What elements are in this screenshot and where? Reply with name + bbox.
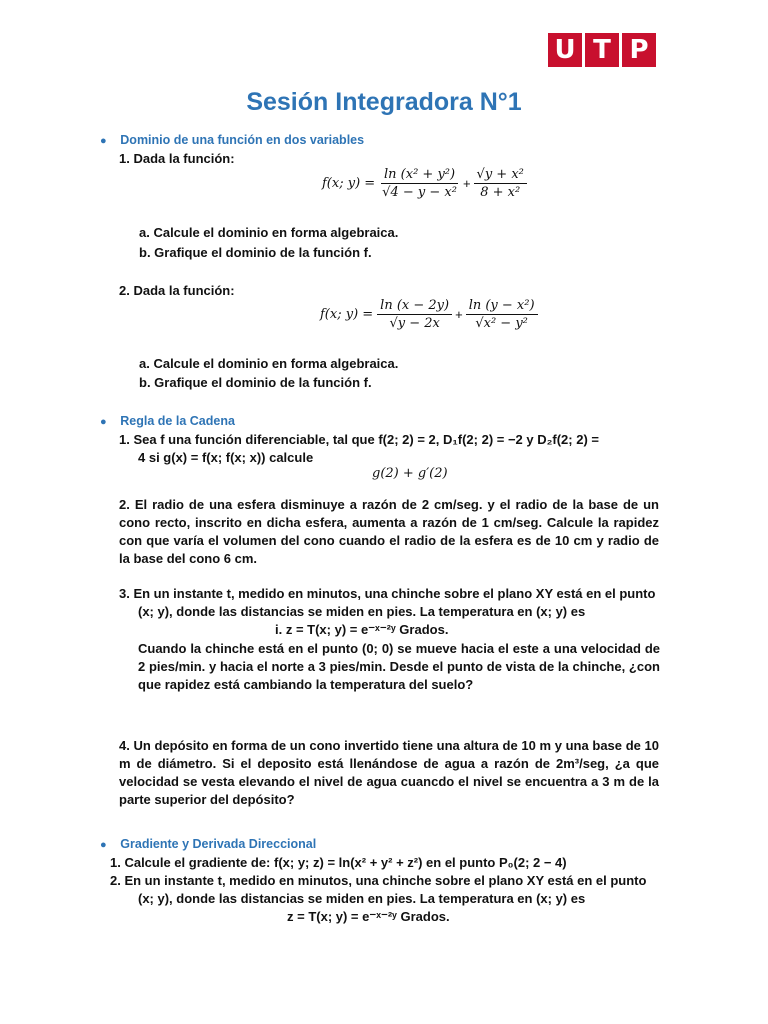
denominator: √4 − y − x² [382,185,457,200]
s1-q2-b: b. Grafique el dominio de la función f. [139,375,372,390]
bullet-icon: ● [100,135,107,147]
section-title: Gradiente y Derivada Direccional [120,837,317,851]
s3-q2-formula: z = T(x; y) = e⁻ˣ⁻²ʸ Grados. [287,909,450,924]
formula-lhs: f(x; y) = [322,176,376,191]
numerator: ln (x − 2y) [377,298,452,315]
s2-q1-line1: 1. Sea f una función diferenciable, tal que f(2; 2) = 2, D₁f(2; 2) = −2 y D₂f(2; 2) = [119,432,599,447]
numerator: √y + x² [474,167,527,184]
denominator: 8 + x² [480,185,521,200]
fraction-2 [466,298,538,331]
s3-q1: 1. Calcule el gradiente de: f(x; y; z) = ln(x² + y² + z²) en el punto P₀(2; 2 − 4) [110,855,567,870]
logo-letter-p: P [622,33,656,67]
section-heading-gradiente [100,836,316,851]
section-heading-dominio [100,132,364,147]
s1-q1-b: b. Grafique el dominio de la función f. [139,245,372,260]
s1-q2-formula [320,298,538,331]
s3-q2-line1: 2. En un instante t, medido en minutos, una chinche sobre el plano XY está en el punto [110,873,647,888]
s1-q1-a: a. Calcule el dominio en forma algebraica. [139,225,399,240]
s2-q1-line2: 4 si g(x) = f(x; f(x; x)) calcule [138,450,314,465]
denominator: √y − 2x [389,316,440,331]
logo-letter-u: U [548,33,582,67]
fraction-2 [474,167,527,200]
page-title: Sesión Integradora N°1 [246,88,522,116]
plus-sign: + [462,176,471,191]
numerator: ln (y − x²) [466,298,538,315]
section-heading-cadena [100,413,235,428]
s1-q1-formula [322,167,527,200]
bullet-icon: ● [100,839,107,851]
s1-q2-a: a. Calcule el dominio en forma algebraica. [139,356,399,371]
s3-q2-line2: (x; y), donde las distancias se miden en pies. La temperatura en (x; y) es [138,891,586,906]
s2-q1-formula: g(2) + g′(2) [372,466,448,481]
formula-lhs: f(x; y) = [320,307,374,322]
s1-q2-label: 2. Dada la función: [119,283,235,298]
fraction-1 [379,167,460,200]
s2-q3-line1: 3. En un instante t, medido en minutos, una chinche sobre el plano XY está en el punto [119,586,656,601]
fraction-1 [377,298,452,331]
denominator: √x² − y² [475,316,528,331]
s2-q4: 4. Un depósito en forma de un cono invertido tiene una altura de 10 m y una base de 10 m de diámetro. Si el deposito está llenándose de agua a razón de 2m³/seg, ¿a que velocidad se vesta elevando el nivel de agua cuancdo el nivel se encuentra a 3 m de la parte superior del depósito? [119,738,659,807]
numerator: ln (x² + y²) [381,167,458,184]
s2-q3-line2: (x; y), donde las distancias se miden en pies. La temperatura en (x; y) es [138,604,586,619]
s2-q3-rest: Cuando la chinche está en el punto (0; 0) se mueve hacia el este a una velocidad de 2 pies/min. y hacia el norte a 3 pies/min. Desde el punto de vista de la chinche, ¿con que rapidez está cambiando la temperatura del suelo? [138,641,660,692]
s1-q1-label: 1. Dada la función: [119,151,235,166]
s2-q2: 2. El radio de una esfera disminuye a razón de 2 cm/seg. y el radio de la base de un cono recto, inscrito en dicha esfera, aumenta a razón de 1 cm/seg. Calcule la rapidez con que varía el volumen del cono cuando el radio de la esfera es de 10 cm y radio de la base del cono 6 cm. [119,497,659,566]
plus-sign: + [455,307,463,322]
bullet-icon: ● [100,416,107,428]
logo-letter-t: T [585,33,619,67]
utp-logo [548,33,656,67]
section-title: Regla de la Cadena [120,414,235,428]
section-title: Dominio de una función en dos variables [120,133,365,147]
s2-q3-formula: i. z = T(x; y) = e⁻ˣ⁻²ʸ Grados. [275,622,449,637]
